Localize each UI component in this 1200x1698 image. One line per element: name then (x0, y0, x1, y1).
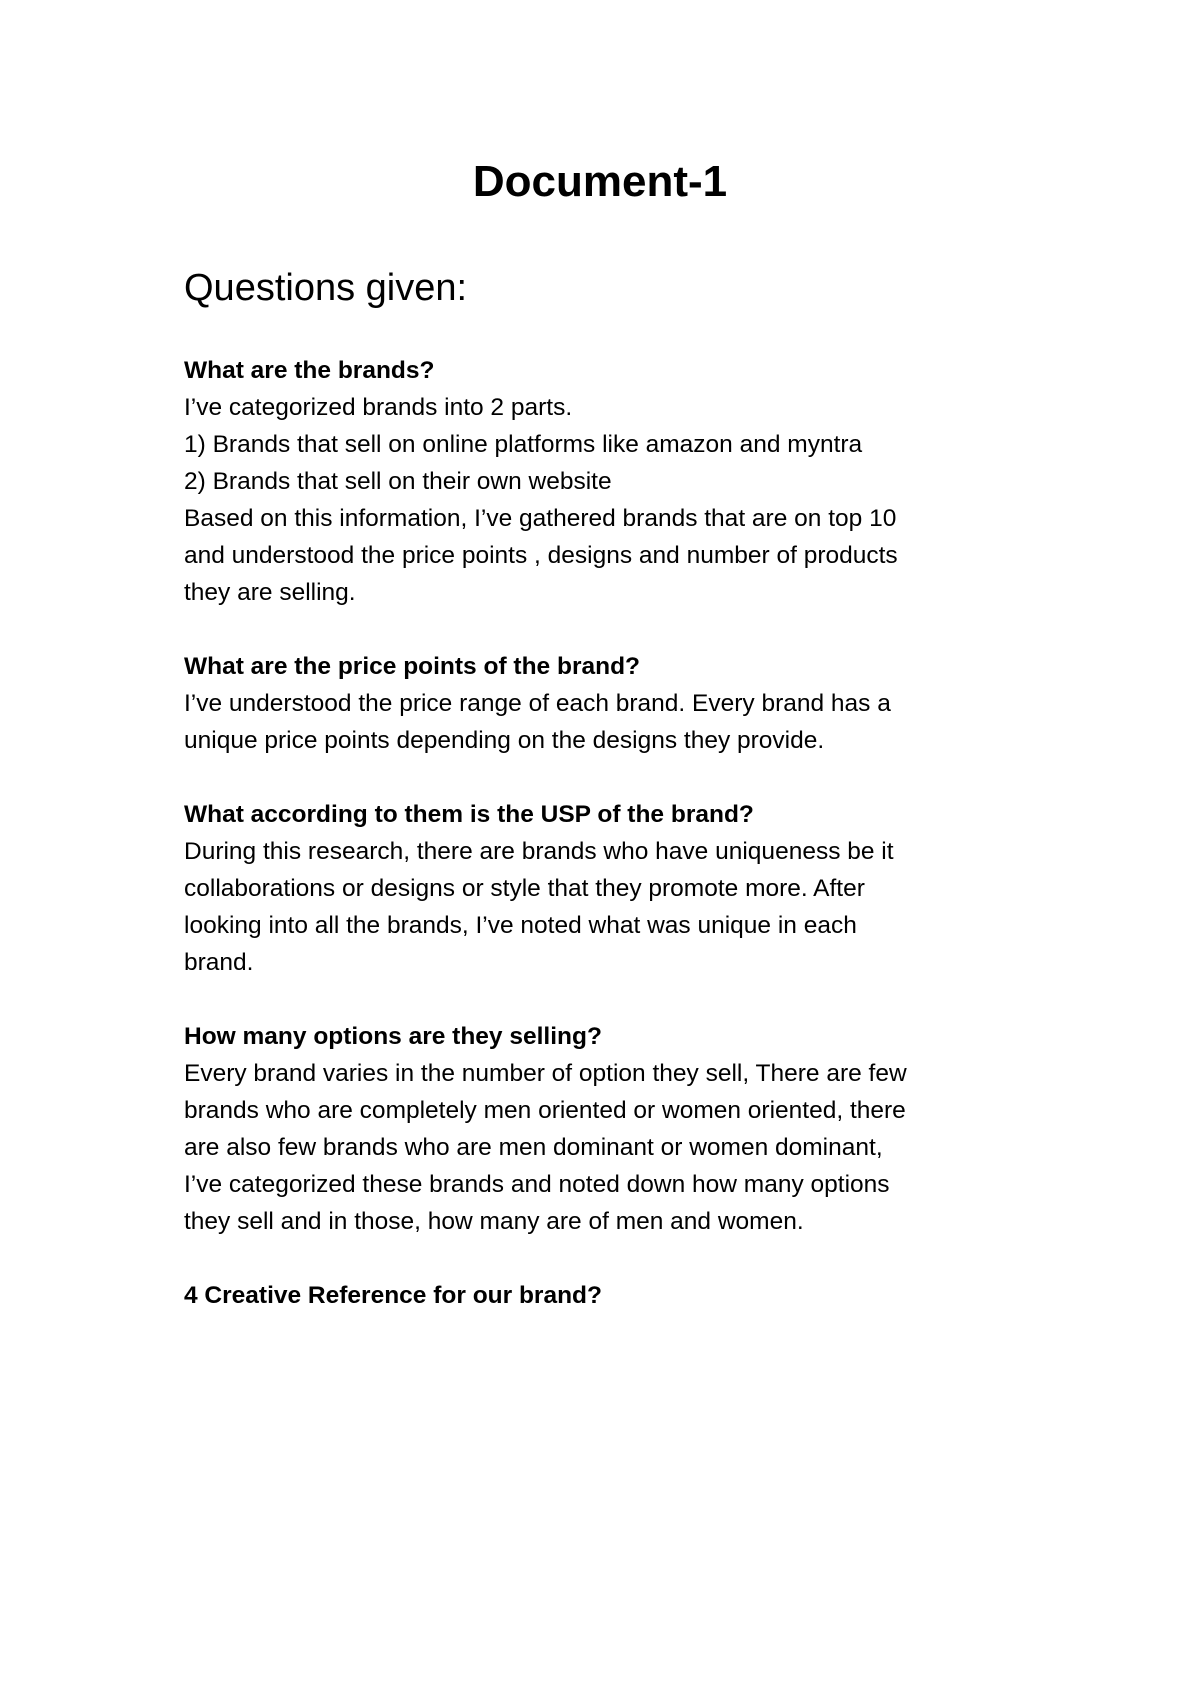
paragraph-line: 1) Brands that sell on online platforms like amazon and myntra (184, 431, 863, 458)
question-heading: What according to them is the USP of the brand? (184, 801, 754, 828)
paragraph-line: Every brand varies in the number of option they sell, There are few (184, 1060, 907, 1087)
section-heading: Questions given: (184, 267, 468, 309)
question-heading: What are the price points of the brand? (184, 653, 641, 680)
question-heading: What are the brands? (184, 357, 435, 384)
question-section (184, 796, 1034, 981)
paragraph-line: unique price points depending on the designs they provide. (184, 727, 825, 754)
paragraph-line: and understood the price points , designs and number of products (184, 542, 898, 569)
paragraph-line: looking into all the brands, I’ve noted what was unique in each (184, 912, 857, 939)
paragraph-line: are also few brands who are men dominant or women dominant, (184, 1134, 883, 1161)
question-section (184, 1277, 1034, 1314)
question-section (184, 648, 1034, 759)
paragraph-line: they sell and in those, how many are of men and women. (184, 1208, 804, 1235)
question-heading: How many options are they selling? (184, 1023, 602, 1050)
page-title: Document-1 (472, 157, 728, 206)
paragraph-line: I’ve understood the price range of each brand. Every brand has a (184, 690, 891, 717)
question-heading: 4 Creative Reference for our brand? (184, 1282, 602, 1309)
paragraph-line: I’ve categorized these brands and noted down how many options (184, 1171, 890, 1198)
question-section (184, 352, 1034, 611)
paragraph-line: During this research, there are brands who have uniqueness be it (184, 838, 894, 865)
paragraph-line: 2) Brands that sell on their own website (184, 468, 612, 495)
document-body (184, 352, 1034, 1351)
paragraph-line: collaborations or designs or style that they promote more. After (184, 875, 865, 902)
paragraph-line: brands who are completely men oriented or women oriented, there (184, 1097, 906, 1124)
paragraph-line: they are selling. (184, 579, 356, 606)
paragraph-line: Based on this information, I’ve gathered brands that are on top 10 (184, 505, 897, 532)
paragraph-line: I’ve categorized brands into 2 parts. (184, 394, 573, 421)
question-section (184, 1018, 1034, 1240)
paragraph-line: brand. (184, 949, 254, 976)
